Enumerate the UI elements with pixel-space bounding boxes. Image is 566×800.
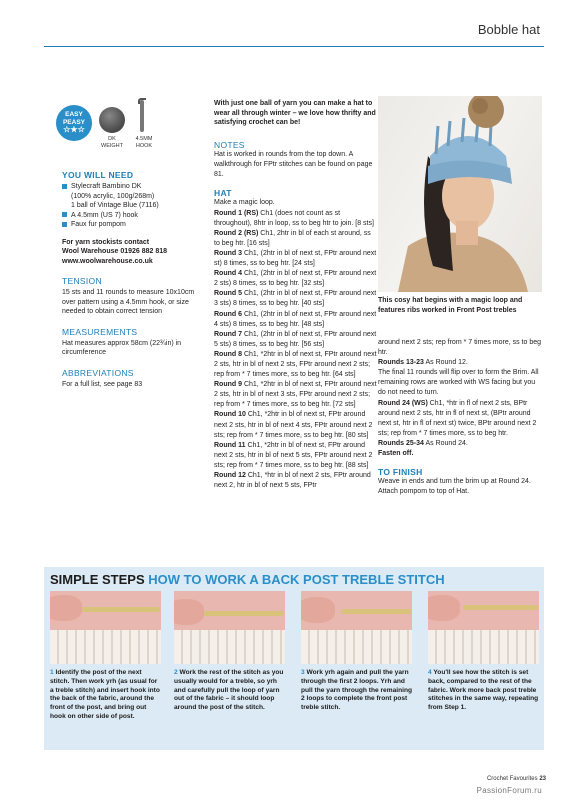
- finish-text-1: Weave in ends and turn the brim up at Round 24.: [378, 478, 531, 486]
- badge-line2: PEASY: [62, 118, 86, 126]
- round-label: Round 11: [214, 441, 246, 449]
- round-text: As Round 12.: [423, 359, 468, 367]
- round-label: Round 4: [214, 270, 242, 278]
- round-label: Round 5: [214, 290, 242, 298]
- round-item: [214, 410, 378, 440]
- round-label: Round 2 (RS): [214, 229, 259, 237]
- need-item: [62, 182, 202, 192]
- step-2-text: [174, 669, 285, 713]
- round-24: [378, 399, 542, 439]
- step-4-text: [428, 669, 539, 713]
- round-cont: around next 2 sts; rep from * 7 times more, ss to beg htr.: [378, 339, 542, 357]
- finish-text-2: Attach pompom to top of Hat.: [378, 488, 470, 496]
- round-item: [214, 350, 378, 380]
- round-label: Rounds 25-34: [378, 439, 424, 447]
- intro-text: With just one ball of yarn you can make a hat to wear all through winter – we love how thrifty and satisfying crochet can be!: [214, 100, 376, 127]
- hat-intro: Make a magic loop.: [214, 199, 275, 207]
- yarn-weight-l2: WEIGHT: [101, 142, 123, 149]
- hat-photo: [378, 96, 542, 292]
- round-item: [214, 330, 378, 350]
- you-will-need: [62, 170, 202, 389]
- measurements-text: Hat measures approx 58cm (22¾in) in circumference: [62, 339, 182, 356]
- round-item: [214, 289, 378, 309]
- round-label: Round 24 (WS): [378, 399, 428, 407]
- step-number: 1: [50, 669, 54, 676]
- brim-note: The final 11 rounds will flip over to form the Brim. All remaining rows are worked with WS facing but you do not need to turn.: [378, 369, 539, 397]
- round-text: Ch1, (2htr in bl of next st, FPtr around next 2 sts) 8 times, ss to beg htr. [32 sts]: [214, 270, 377, 288]
- stockist-url[interactable]: www.woolwarehouse.co.uk: [62, 257, 153, 265]
- need-item: [62, 211, 202, 221]
- stockist-info: [62, 238, 202, 267]
- round-item: [214, 441, 378, 471]
- need-item-text: 1 ball of Vintage Blue (7116): [71, 202, 159, 209]
- star-icons: ☆★☆: [63, 125, 85, 134]
- round-label: Round 6: [214, 310, 242, 318]
- step-2-photo: [174, 591, 285, 664]
- notes-text: Hat is worked in rounds from the top down. A walkthrough for FPtr stitches can be found on page 81.: [214, 151, 373, 179]
- need-list: [62, 182, 202, 230]
- hook-size-label: [128, 136, 160, 149]
- hook-size-l1: 4.5MM: [135, 136, 153, 142]
- step-number: 4: [428, 669, 432, 676]
- stockist-line: Wool Warehouse 01926 882 818: [62, 248, 168, 255]
- page-footer: [487, 776, 546, 782]
- need-heading: YOU WILL NEED: [62, 170, 134, 180]
- yarn-weight-label: [96, 136, 128, 149]
- round-text: Ch1, *2htr in bl of next st, FPtr around next 2 sts, htr in bl of next 2 sts, FPtr around next 2 sts; rep from * 7 times more, ss to beg htr. [64 sts]: [214, 350, 377, 379]
- abbreviations-text: For a full list, see page 83: [62, 380, 143, 388]
- need-item: [62, 220, 202, 230]
- round-text: Ch1, *htr in fl of next 2 sts, BPtr around next 2 sts, htr in fl of next st, (BPtr around next st, htr in fl of next st) twice, BPtr around next 2 sts; rep from * 7 times more, ss to beg htr.: [378, 399, 537, 437]
- round-item: [214, 380, 378, 410]
- round-label: Round 8: [214, 350, 242, 358]
- hat-heading: HAT: [214, 188, 232, 199]
- abbreviations-heading: ABBREVIATIONS: [62, 367, 134, 378]
- step-4-photo: [428, 591, 539, 664]
- step-3-photo: [301, 591, 412, 664]
- steps-heading-2: HOW TO WORK A BACK POST TREBLE STITCH: [148, 572, 445, 587]
- round-item: [214, 249, 378, 269]
- round-text: Ch1, *htr in bl of next 2 sts, FPtr around next 2, htr in bl of next 5 sts, FPtr: [214, 472, 371, 490]
- step-number: 2: [174, 669, 178, 676]
- need-item-text: Faux fur pompom: [71, 221, 126, 228]
- step-desc: Work the rest of the stitch as you usually would for a treble, so yrh and carefully pull the loop of yarn out of the fabric – it should loop around the post of the stitch.: [174, 669, 284, 712]
- need-item-text: (100% acrylic, 100g/268m): [71, 192, 155, 200]
- badge-line1: EASY: [65, 111, 83, 118]
- top-rule: [44, 46, 544, 47]
- round-text: As Round 24.: [423, 439, 468, 447]
- round-label: Round 7: [214, 330, 242, 338]
- round-text: Ch1, (2htr in bl of next st, FPtr around next 3 sts) 8 times, ss to beg htr. [40 sts]: [214, 290, 377, 308]
- stockist-line: For yarn stockists contact: [62, 238, 150, 246]
- model-illustration: [378, 96, 542, 292]
- pattern-column: [214, 140, 378, 491]
- measurements-heading: MEASUREMENTS: [62, 326, 138, 337]
- round-item: [214, 471, 378, 491]
- yarn-ball-icon: [99, 107, 125, 133]
- round-text: Ch1, 2htr in bl of each st around, ss to beg htr. [16 sts]: [214, 229, 371, 247]
- bullet-square-icon: [62, 212, 67, 217]
- round-item: [214, 269, 378, 289]
- round-text: Ch1, *2htr in bl of next st, FPtr around next 2 sts, htr in bl of next 4 sts, FPtr around next 2 sts; rep from * 7 times more, ss to beg htr. [80 sts]: [214, 411, 373, 439]
- crochet-hook-icon: [140, 100, 144, 132]
- bullet-square-icon: [62, 222, 67, 227]
- step-3-text: [301, 669, 412, 713]
- round-text: Ch1 (does not count as st throughout), 8htr in loop, ss to beg htr to join. [8 sts]: [214, 209, 374, 227]
- step-1-photo: [50, 591, 161, 664]
- round-label: Round 1 (RS): [214, 209, 259, 217]
- round-item: [214, 229, 378, 249]
- round-13-23: [378, 358, 542, 368]
- round-label: Round 10: [214, 411, 246, 419]
- round-25-34: [378, 439, 542, 449]
- page-title: Bobble hat: [477, 22, 540, 37]
- step-desc: You'll see how the stitch is set back, compared to the rest of the fabric. Work more back post treble stitches in the same way, repeating from Step 1.: [428, 669, 539, 712]
- hook-size-l2: HOOK: [135, 142, 153, 149]
- need-item-text: A 4.5mm (US 7) hook: [71, 211, 138, 219]
- need-item-text: Stylecraft Bambino DK: [71, 183, 142, 190]
- round-text: Ch1, *2htr in bl of next st, FPtr around next 2 sts, htr in bl of next 3 sts, FPtr around next 2 sts; rep from * 7 times more, ss to beg htr. [72 sts]: [214, 381, 377, 409]
- finish-heading: TO FINISH: [378, 467, 423, 478]
- step-desc: Identify the post of the next stitch. Then work yrh (as usual for a treble stitch) and insert hook into the back of the fabric, around the front of the post, and bring out hook on other side of post.: [50, 669, 160, 720]
- round-list: [214, 209, 378, 492]
- difficulty-badge: [56, 105, 92, 141]
- yarn-weight-l1: DK: [108, 136, 116, 142]
- round-text: Ch1, (2htr in bl of next st, FPtr around next 5 sts) 8 times, ss to beg htr. [56 sts]: [214, 330, 377, 348]
- magazine-name: Crochet Favourites: [486, 776, 538, 782]
- round-label: Round 12: [214, 472, 246, 479]
- notes-heading: NOTES: [214, 140, 245, 150]
- steps-heading-1: SIMPLE STEPS: [50, 572, 145, 587]
- bullet-square-icon: [62, 184, 67, 189]
- round-item: [214, 310, 378, 330]
- round-label: Round 9: [214, 381, 242, 389]
- pattern-column-2: [378, 338, 542, 497]
- round-label: Round 3: [214, 249, 242, 257]
- round-text: Ch1, (2htr in bl of next st, FPtr around next 4 sts) 8 times, ss to beg htr. [48 sts]: [214, 310, 377, 328]
- step-number: 3: [301, 669, 305, 676]
- steps-heading: [50, 572, 445, 587]
- step-1-text: [50, 669, 161, 722]
- photo-caption: This cosy hat begins with a magic loop and features ribs worked in Front Post trebles: [378, 297, 523, 314]
- round-text: Ch1, (2htr in bl of next st, FPtr around next st) 8 times, ss to beg htr. [24 sts]: [214, 249, 377, 268]
- round-text: Ch1, *2htr in bl of next st, FPtr around next 2 sts, htr in bl of next 5 sts, FPtr around next 2 sts; rep from * 7 times more, ss to beg htr. [88 sts]: [214, 441, 373, 469]
- tension-text: 15 sts and 11 rounds to measure 10x10cm over pattern using a 4.5mm hook, or size needed to obtain correct tension: [62, 289, 195, 315]
- fasten-off: Fasten off.: [378, 450, 414, 458]
- round-label: Rounds 13-23: [378, 359, 424, 367]
- watermark: PassionForum.ru: [476, 786, 542, 795]
- simple-steps-box: [44, 567, 544, 750]
- tension-heading: TENSION: [62, 276, 102, 286]
- round-item: [214, 209, 378, 229]
- page-number: 23: [539, 776, 546, 782]
- step-desc: Work yrh again and pull the yarn through the first 2 loops. Yrh and pull the yarn through the remaining 2 loops to complete the front post treble stitch.: [301, 669, 412, 712]
